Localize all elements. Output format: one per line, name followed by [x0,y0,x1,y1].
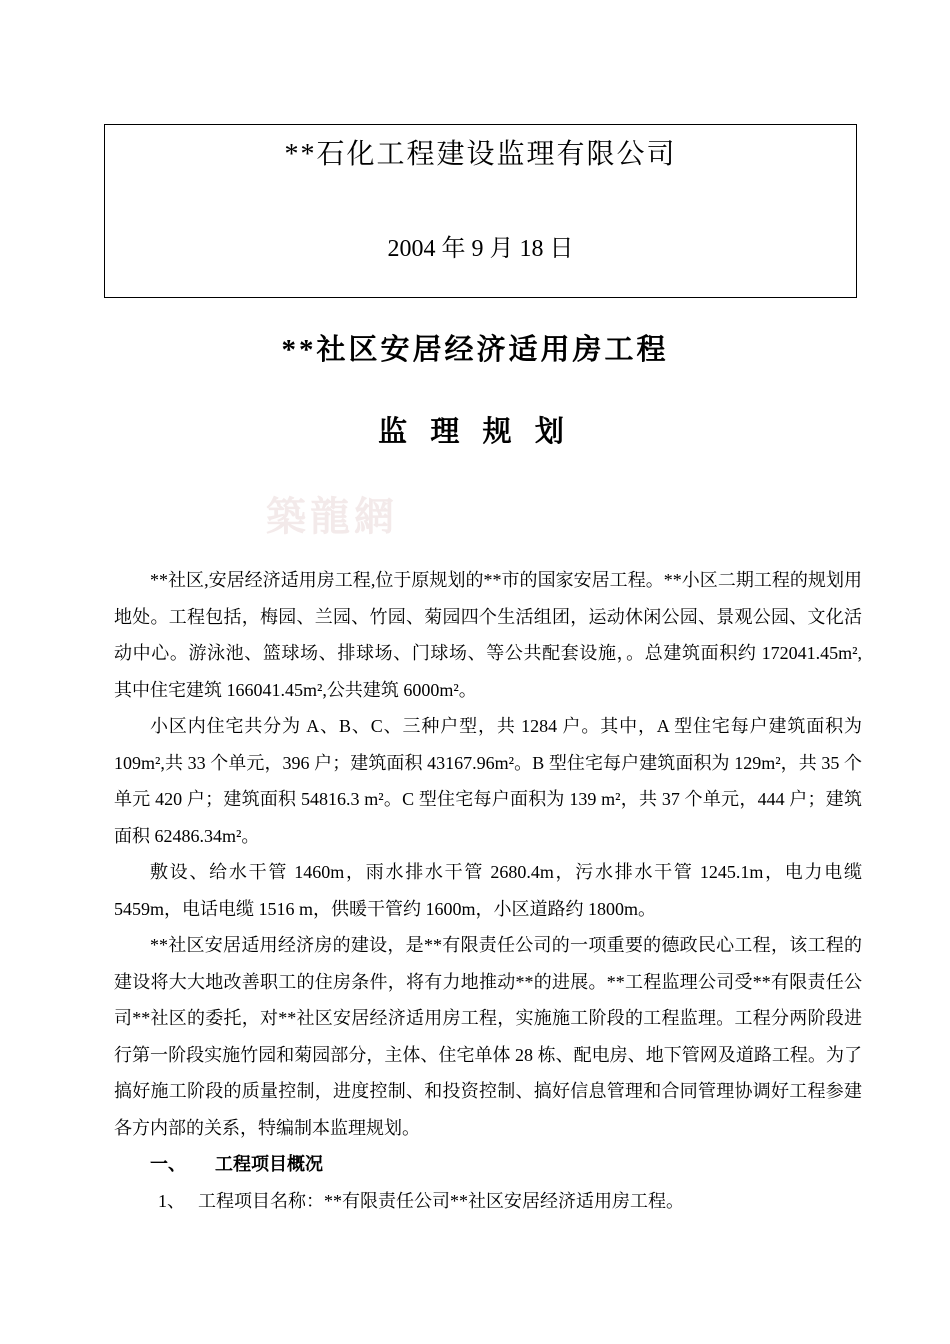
list-item [114,1183,862,1220]
paragraph: **社区安居适用经济房的建设，是**有限责任公司的一项重要的德政民心工程，该工程的建设将大大地改善职工的住房条件，将有力地推动**的进展。**工程监理公司受**有限责任公司**社区的委托，对**社区安居经济适用房工程，实施施工阶段的工程监理。工程分两阶段进行第一阶段实施竹园和菊园部分，主体、住宅单体 28 栋、配电房、地下管网及道路工程。为了搞好施工阶段的质量控制，进度控制、和投资控制、搞好信息管理和合同管理协调好工程参建各方内部的关系，特编制本监理规划。 [114,935,862,1138]
section-heading [114,1146,862,1183]
body-text [114,562,862,1219]
list-item-number: 1、 [158,1190,185,1211]
document-title: **社区安居经济适用房工程 [281,334,669,366]
company-name: **石化工程建设监理有限公司 [284,139,677,170]
section-title: 工程项目概况 [215,1154,323,1174]
document-date: 2004 年 9 月 18 日 [387,236,574,262]
watermark-logo: 築龍網 [266,494,398,539]
paragraph: 小区内住宅共分为 A、B、C、三种户型，共 1284 户。其中，A 型住宅每户建筑面积为 109m²,共 33 个单元，396 户；建筑面积 43167.96m²。B 型住宅每户建筑面积为 129m²，共 35 个单元 420 户；建筑面积 54816.3 m²。C 型住宅每户面积为 139 m²，共 37 个单元，444 户；建筑面积 62486.34m²。 [114,716,862,846]
header-box [104,124,857,298]
list-item-text: 工程项目名称：**有限责任公司**社区安居经济适用房工程。 [198,1190,684,1211]
paragraph: **社区,安居经济适用房工程,位于原规划的**市的国家安居工程。**小区二期工程的规划用地处。工程包括，梅园、兰园、竹园、菊园四个生活组团，运动休闲公园、景观公园、文化活动中心。游泳池、篮球场、排球场、门球场、等公共配套设施，。总建筑面积约 172041.45m², 其中住宅建筑 166041.45m²,公共建筑 6000m²。 [114,570,862,700]
paragraph: 敷设、给水干管 1460m，雨水排水干管 2680.4m，污水排水干管 1245.1m，电力电缆 5459m，电话电缆 1516 m，供暖干管约 1600m，小区道路约 1800m。 [114,862,862,919]
document-subtitle: 监 理 规 划 [378,416,572,448]
section-number: 一、 [150,1154,186,1174]
